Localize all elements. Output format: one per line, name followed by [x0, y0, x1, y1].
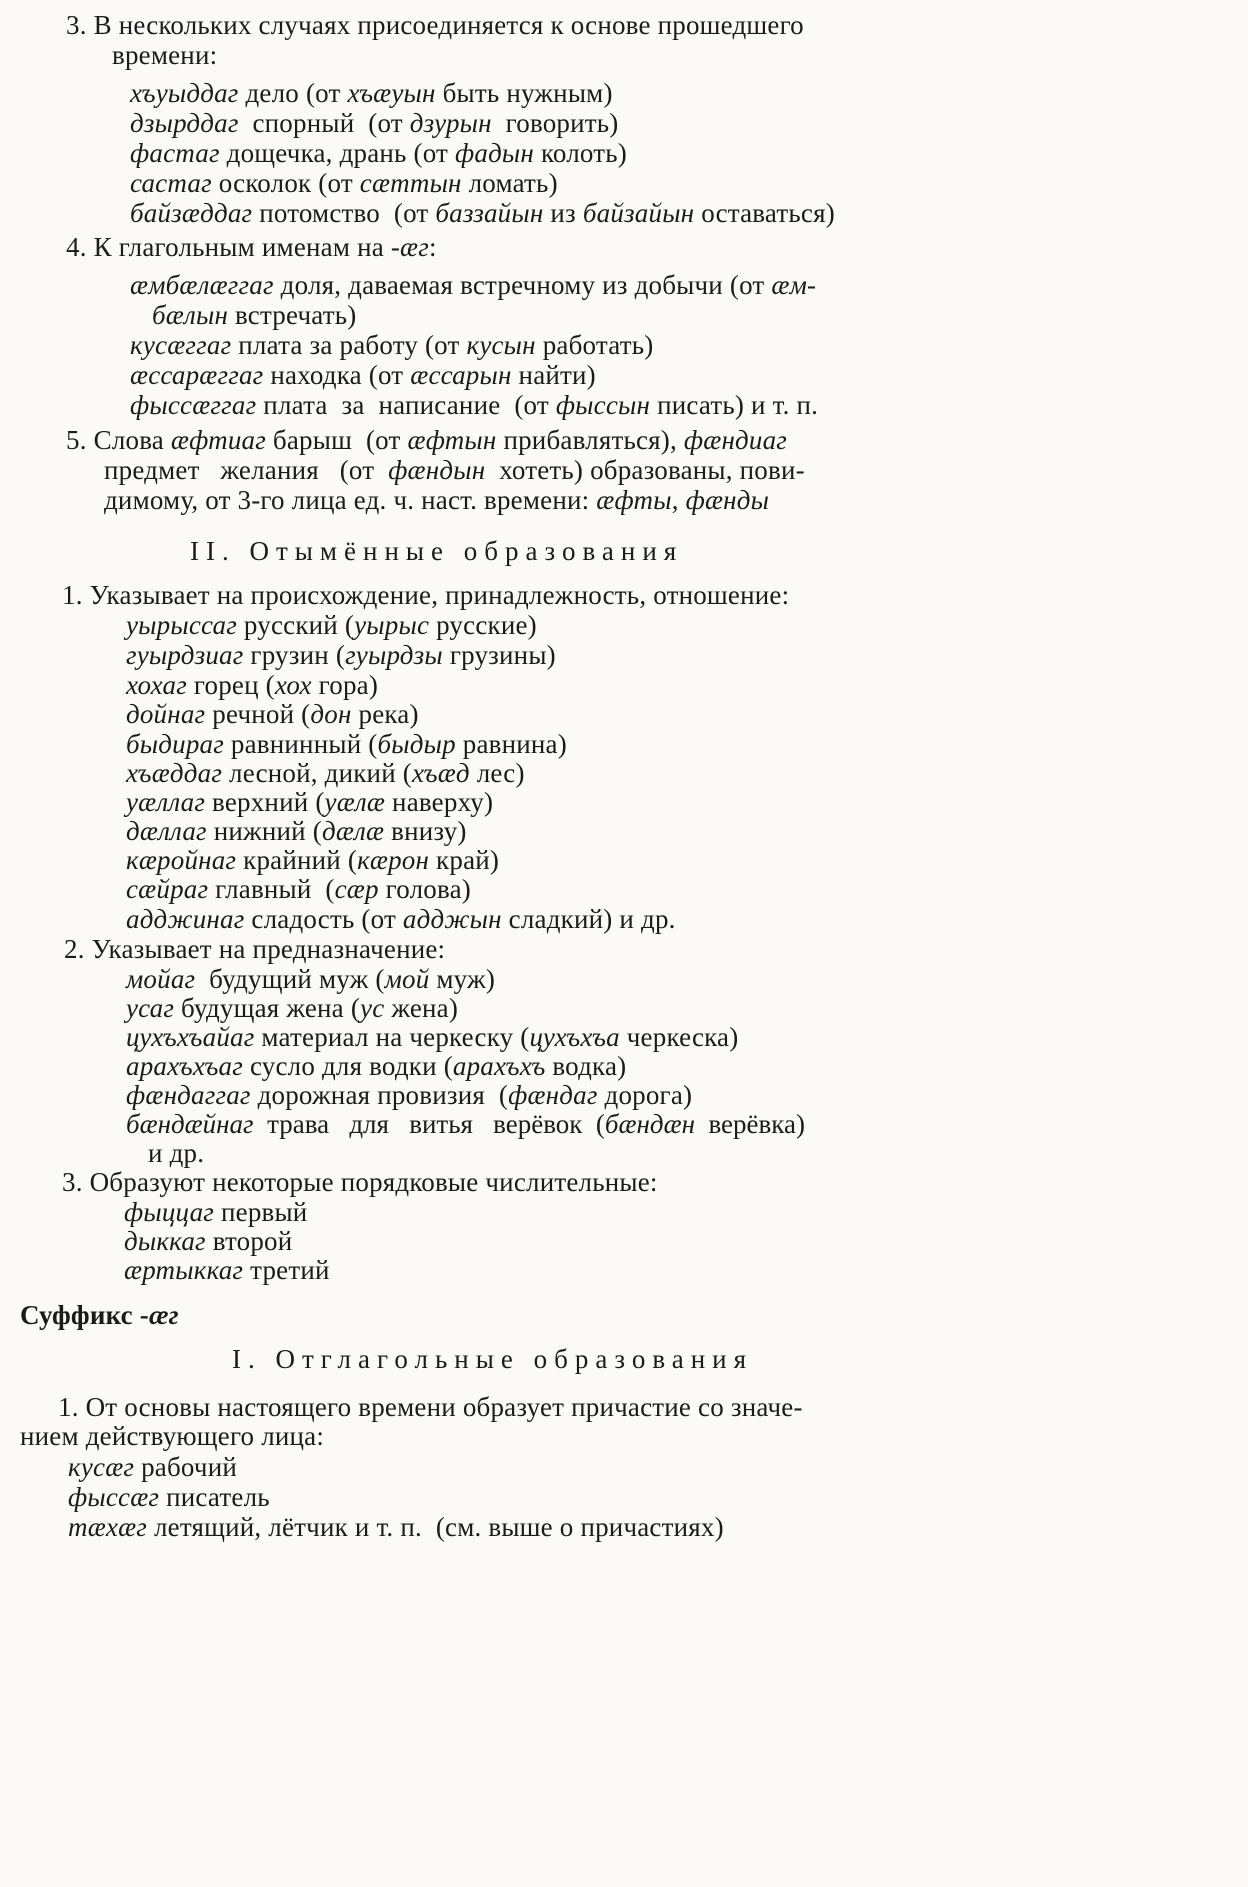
paragraph-line: 1. От основы настоящего времени образует причастие со значе-	[58, 1392, 803, 1422]
list-item-3-header	[66, 10, 804, 40]
ossetian-word: уырыссаг	[126, 610, 237, 640]
example-line	[126, 1051, 626, 1081]
gloss: жена)	[384, 993, 459, 1023]
gloss: крайний (	[236, 845, 358, 875]
ossetian-word: сæттын	[359, 168, 462, 198]
gloss: грузины)	[442, 640, 556, 670]
example-line	[126, 964, 495, 994]
gloss: первый	[214, 1197, 308, 1227]
ossetian-word: уæллаг	[126, 787, 206, 817]
example-line	[126, 670, 378, 700]
ossetian-word: сæйраг	[126, 874, 209, 904]
item-text: ,	[671, 485, 686, 515]
example-tail: и др.	[148, 1138, 205, 1168]
ossetian-word: сæр	[334, 874, 379, 904]
ossetian-word: байзæддаг	[130, 198, 253, 228]
ossetian-word: кусæг	[68, 1452, 135, 1482]
example-line	[130, 138, 627, 168]
ossetian-word: уырыс	[354, 610, 430, 640]
ossetian-word: хъуыддаг	[130, 78, 239, 108]
ossetian-word: кæрон	[357, 845, 430, 875]
gloss: лесной, дикий (	[222, 758, 412, 788]
example-line	[126, 699, 419, 729]
item-text: димому, от 3-го лица ед. ч. наст. времени:	[104, 485, 597, 515]
gloss: говорить)	[491, 108, 619, 138]
list-item-5-line	[66, 425, 787, 455]
gloss: голова)	[378, 874, 471, 904]
gloss: будущий муж (	[195, 964, 385, 994]
gloss: верёвка)	[694, 1109, 805, 1139]
item-text: К глагольным именам на	[86, 232, 391, 262]
gloss: находка (от	[263, 360, 411, 390]
ossetian-word: хъæуын	[347, 78, 436, 108]
ossetian-word: бæндæйнаг	[126, 1109, 254, 1139]
ossetian-word: мой	[384, 964, 430, 994]
gloss: главный (	[208, 874, 335, 904]
ossetian-word: фæндиаг	[683, 425, 788, 455]
ossetian-word: байзайын	[582, 198, 695, 228]
item-number: 3.	[62, 1167, 83, 1197]
gloss: из	[543, 198, 583, 228]
ossetian-word: æфтиаг	[170, 425, 266, 455]
gloss: летящий, лётчик и т. п. (см. выше о причастиях)	[147, 1512, 724, 1542]
ossetian-word: дзурын	[409, 108, 492, 138]
example-line	[126, 1022, 738, 1052]
gloss: лес)	[469, 758, 525, 788]
example-line	[126, 874, 471, 904]
ossetian-word: фадын	[455, 138, 535, 168]
gloss: третий	[243, 1255, 330, 1285]
ossetian-word: хъæд	[412, 758, 470, 788]
gloss: равнина)	[455, 729, 567, 759]
example-line	[130, 360, 596, 390]
ossetian-word: фастаг	[130, 138, 220, 168]
ossetian-word: бæлын	[152, 300, 229, 330]
suffix-title-morpheme: æг	[148, 1300, 179, 1330]
example-line	[124, 1226, 292, 1256]
ossetian-word: кусæггаг	[130, 330, 232, 360]
gloss: найти)	[511, 360, 596, 390]
ossetian-word: дон	[310, 699, 352, 729]
ossetian-word: гуырдзиаг	[126, 640, 244, 670]
ossetian-word: дæллаг	[126, 816, 207, 846]
ossetian-word: бæндæн	[604, 1109, 695, 1139]
gloss: горец (	[186, 670, 275, 700]
example-line	[130, 168, 558, 198]
gloss: русские)	[429, 610, 537, 640]
ossetian-word: фæнды	[685, 485, 770, 515]
gloss: быть нужным)	[435, 78, 613, 108]
item-text: :	[429, 232, 437, 262]
ossetian-word: адджын	[402, 904, 502, 934]
example-line	[124, 1197, 307, 1227]
example-line-continuation	[152, 300, 356, 330]
item-text: хотеть) образованы, пови-	[485, 455, 805, 485]
ossetian-word: хохаг	[126, 670, 187, 700]
gloss: нижний (	[206, 816, 322, 846]
gloss: доля, даваемая встречному из добычи (от	[273, 270, 772, 300]
gloss: писатель	[159, 1482, 270, 1512]
item-text: Указывает на предназначение:	[84, 934, 446, 964]
gloss: писать) и т. п.	[650, 390, 819, 420]
gloss: грузин (	[243, 640, 346, 670]
gloss: русский (	[236, 610, 355, 640]
gloss: водка)	[545, 1051, 627, 1081]
gloss: река)	[351, 699, 419, 729]
gloss: работать)	[535, 330, 654, 360]
example-line	[126, 729, 567, 759]
ossetian-word: цухъхъа	[529, 1022, 620, 1052]
gloss: дело (от	[238, 78, 348, 108]
gloss: речной (	[205, 699, 311, 729]
ossetian-word: кусын	[466, 330, 536, 360]
ossetian-word: дзырддаг	[130, 108, 239, 138]
ossetian-word: фæндын	[388, 455, 486, 485]
suffix: -æг	[390, 232, 429, 262]
gloss: рабочий	[134, 1452, 237, 1482]
list-item-1-header	[62, 580, 789, 610]
item-number: 5.	[66, 425, 87, 455]
example-line	[126, 640, 556, 670]
example-line	[126, 758, 525, 788]
ossetian-word: фæндаггаг	[126, 1080, 251, 1110]
example-line	[68, 1452, 237, 1482]
suffix-title	[20, 1300, 179, 1330]
ossetian-word: быдираг	[126, 729, 224, 759]
gloss: встречать)	[228, 300, 357, 330]
list-item-2-header	[64, 934, 445, 964]
item-text: В нескольких случаях присоединяется к основе прошедшего	[93, 10, 804, 40]
example-line	[68, 1482, 270, 1512]
ossetian-word: кæройнаг	[126, 845, 237, 875]
list-item-5-line	[104, 455, 805, 485]
suffix-title-text: Суффикс -	[20, 1300, 149, 1330]
ossetian-word: баззайын	[435, 198, 544, 228]
example-line	[126, 787, 493, 817]
example-line	[130, 390, 818, 420]
example-line	[126, 1109, 805, 1139]
ossetian-word: дыккаг	[124, 1226, 206, 1256]
ossetian-word: цухъхъайаг	[126, 1022, 255, 1052]
gloss: материал на черкеску (	[254, 1022, 530, 1052]
list-item-3-header	[62, 1167, 658, 1197]
gloss: будущая жена (	[174, 993, 361, 1023]
gloss: наверху)	[385, 787, 494, 817]
example-line	[126, 993, 458, 1023]
item-text: Слова	[86, 425, 171, 455]
ossetian-word: æртыккаг	[124, 1255, 244, 1285]
ossetian-word: уæлæ	[324, 787, 386, 817]
example-line	[130, 330, 653, 360]
gloss: плата за работу (от	[231, 330, 467, 360]
item-text: прибавляться),	[496, 425, 684, 455]
item-text: барыш (от	[265, 425, 408, 455]
ossetian-word: усаг	[126, 993, 175, 1023]
item-text: времени:	[112, 40, 218, 70]
list-item-3-continuation	[112, 40, 217, 70]
ossetian-word: фыссын	[555, 390, 651, 420]
ossetian-word: дæлæ	[321, 816, 385, 846]
ossetian-word: хъæддаг	[126, 758, 223, 788]
ossetian-word: дойнаг	[126, 699, 206, 729]
gloss: второй	[205, 1226, 293, 1256]
ossetian-word: æссарæггаг	[130, 360, 264, 390]
item-number: 3.	[66, 10, 87, 40]
example-line	[130, 108, 619, 138]
ossetian-word: мойаг	[126, 964, 196, 994]
ossetian-word: быдыр	[377, 729, 456, 759]
ossetian-word: æмбæлæггаг	[130, 270, 274, 300]
paragraph-line: нием действующего лица:	[20, 1421, 325, 1451]
item-number: 1.	[62, 580, 83, 610]
ossetian-word: æм-	[771, 270, 817, 300]
gloss: плата за написание (от	[256, 390, 556, 420]
ossetian-word: фыссæг	[68, 1482, 160, 1512]
example-line	[126, 1080, 692, 1110]
item-number: 4.	[66, 232, 87, 262]
ossetian-word: ус	[360, 993, 385, 1023]
gloss: спорный (от	[238, 108, 410, 138]
example-line	[126, 816, 467, 846]
ossetian-word: тæхæг	[68, 1512, 148, 1542]
gloss: потомство (от	[252, 198, 436, 228]
gloss: сладость (от	[244, 904, 403, 934]
ossetian-word: фæндаг	[508, 1080, 598, 1110]
example-line	[68, 1512, 724, 1542]
item-number: 2.	[64, 934, 85, 964]
ossetian-word: арахъхъ	[452, 1051, 546, 1081]
example-line	[130, 270, 816, 300]
gloss: сладкий) и др.	[501, 904, 676, 934]
gloss: колоть)	[534, 138, 627, 168]
example-line	[130, 198, 835, 228]
gloss: муж)	[429, 964, 496, 994]
gloss: осколок (от	[211, 168, 360, 198]
gloss: край)	[429, 845, 500, 875]
gloss: внизу)	[384, 816, 467, 846]
ossetian-word: æфтын	[407, 425, 497, 455]
gloss: трава для витья верёвок (	[253, 1109, 605, 1139]
ossetian-word: арахъхъаг	[126, 1051, 243, 1081]
example-line	[126, 845, 499, 875]
ossetian-word: гуырдзы	[345, 640, 443, 670]
item-text: Указывает на происхождение, принадлежность, отношение:	[82, 580, 790, 610]
item-text: предмет желания (от	[104, 455, 389, 485]
example-line	[126, 610, 537, 640]
gloss: черкеска)	[619, 1022, 739, 1052]
gloss: сусло для водки (	[243, 1051, 453, 1081]
example-line	[124, 1255, 330, 1285]
ossetian-word: састаг	[130, 168, 212, 198]
example-line	[130, 78, 613, 108]
section-heading: I. Отглагольные образования	[232, 1344, 754, 1374]
gloss: верхний (	[205, 787, 325, 817]
ossetian-word: æфты	[596, 485, 672, 515]
gloss: ломать)	[461, 168, 558, 198]
list-item-5-line	[104, 485, 769, 515]
gloss: равнинный (	[223, 729, 378, 759]
ossetian-word: хох	[274, 670, 312, 700]
ossetian-word: æссарын	[410, 360, 512, 390]
gloss: дощечка, дрань (от	[219, 138, 455, 168]
gloss: оставаться)	[694, 198, 835, 228]
example-line	[126, 904, 676, 934]
list-item-4-header	[66, 232, 437, 262]
gloss: дорога)	[597, 1080, 693, 1110]
gloss: гора)	[311, 670, 379, 700]
ossetian-word: фыссæггаг	[130, 390, 257, 420]
section-heading: II. Отымённые образования	[190, 536, 684, 566]
gloss: дорожная провизия (	[250, 1080, 509, 1110]
ossetian-word: адджинаг	[126, 904, 245, 934]
item-text: Образуют некоторые порядковые числительные:	[82, 1167, 658, 1197]
ossetian-word: фыццаг	[124, 1197, 215, 1227]
